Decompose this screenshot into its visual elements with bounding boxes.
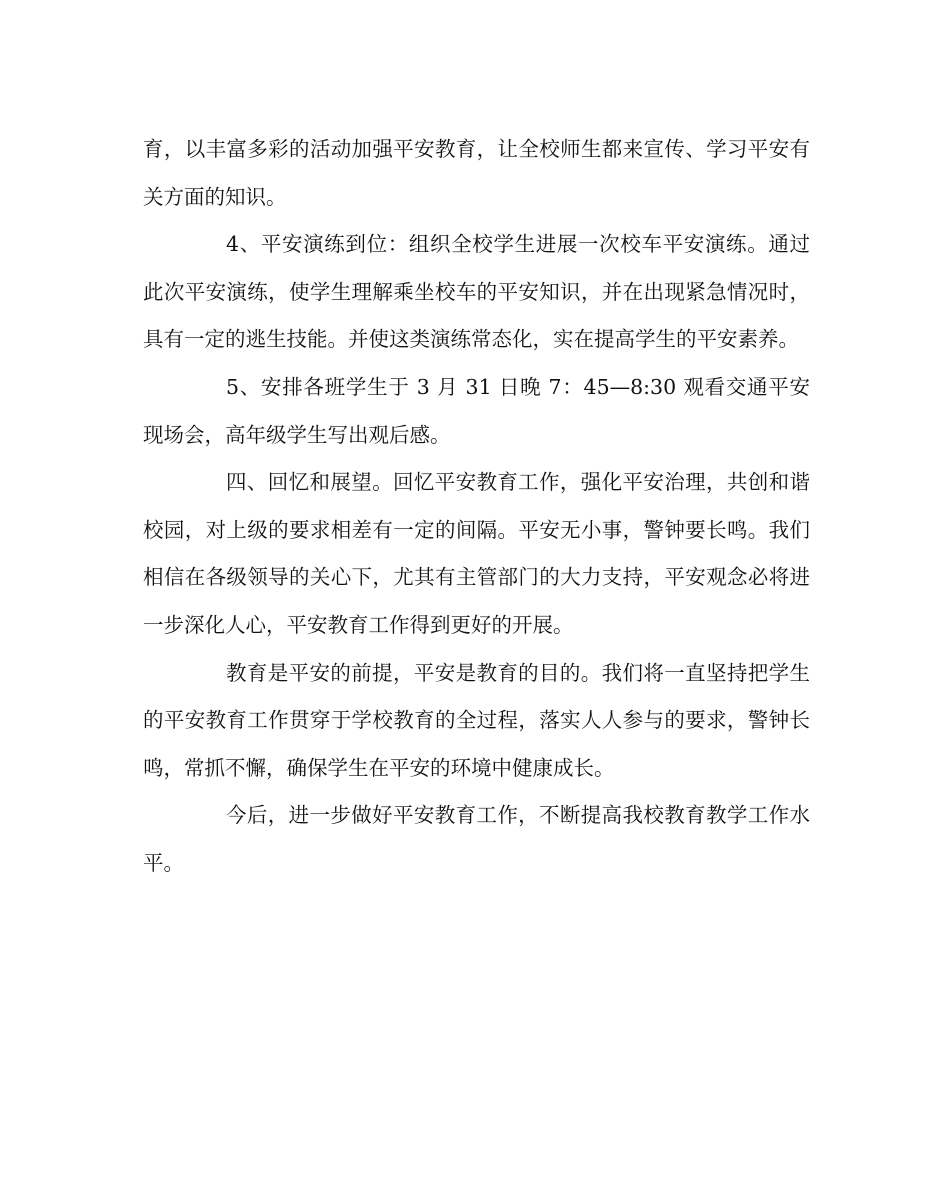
paragraph-continuation: 育，以丰富多彩的活动加强平安教育，让全校师生都来宣传、学习平安有关方面的知识。	[143, 137, 810, 209]
paragraph-closing: 今后，进一步做好平安教育工作，不断提高我校教育教学工作水平。	[143, 803, 810, 875]
paragraph-item-4: 4、平安演练到位：组织全校学生进展一次校车平安演练。通过此次平安演练，使学生理解乘坐校车的平安知识，并在出现紧急情况时，具有一定的逃生技能。并使这类演练常态化，实在提高学生的平安素养。	[143, 232, 810, 352]
paragraph-item-5: 5、安排各班学生于 3 月 31 日晚 7：45—8:30 观看交通平安现场会，高年级学生写出观后感。	[143, 374, 810, 447]
paragraph-section-4: 四、回忆和展望。回忆平安教育工作，强化平安治理，共创和谐校园，对上级的要求相差有一定的间隔。平安无小事，警钟要长鸣。我们相信在各级领导的关心下，尤其有主管部门的大力支持，平安观念必将进一步深化人心，平安教育工作得到更好的开展。	[143, 470, 810, 637]
paragraph-education: 教育是平安的前提，平安是教育的目的。我们将一直坚持把学生的平安教育工作贯穿于学校教育的全过程，落实人人参与的要求，警钟长鸣，常抓不懈，确保学生在平安的环境中健康成长。	[143, 660, 810, 780]
